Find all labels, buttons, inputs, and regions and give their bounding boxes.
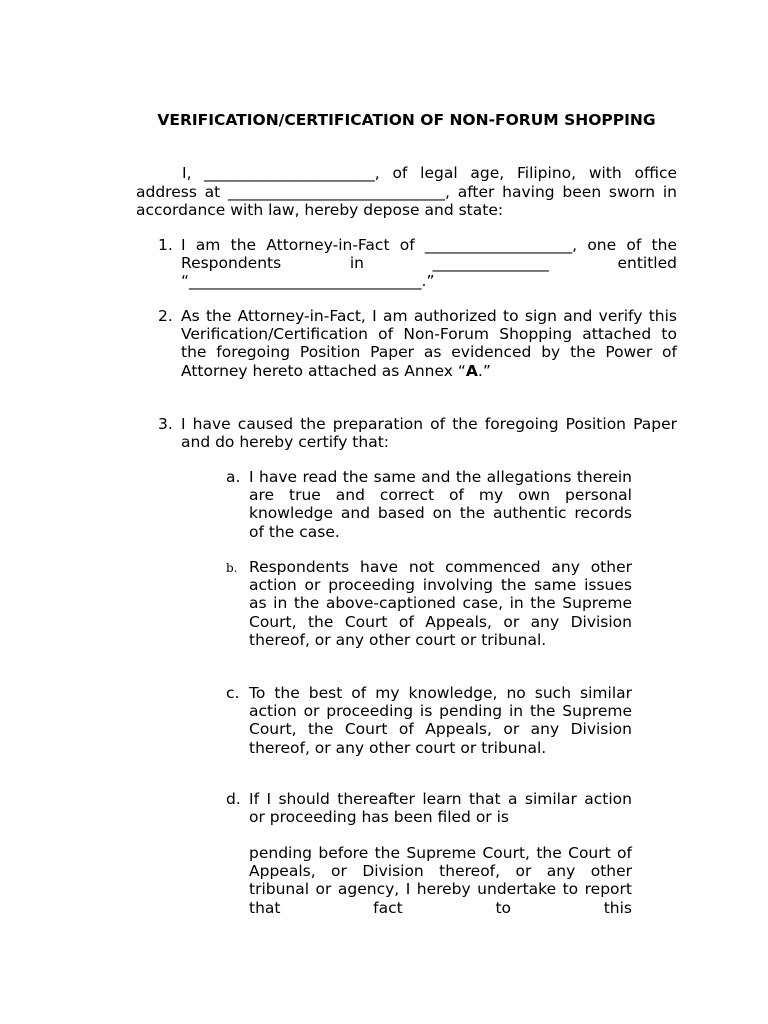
item-text: Respondents have not commenced any other action or proceeding involving the same issues as in the above-captioned case, in the Supreme Court, the Court of Appeals, or any Division thereof, or any other court or tribunal. — [249, 558, 632, 649]
item-letter: a. — [226, 468, 241, 486]
item-letter: b. — [226, 561, 238, 575]
lettered-item-d — [226, 790, 632, 826]
item-number: 1. — [158, 236, 173, 254]
lettered-item-a — [226, 468, 632, 541]
intro-paragraph: I, ______________________, of legal age, Filipino, with office address at ____________________________, after having been sworn in accordance with law, hereby depose and state: — [136, 164, 677, 219]
item-d-continuation: pending before the Supreme Court, the Court of Appeals, or Division thereof, or any other tribunal or agency, I hereby undertake to report that fact to this — [249, 844, 632, 917]
item-text: I have caused the preparation of the foregoing Position Paper and do hereby certify that: — [181, 415, 677, 452]
item-letter: d. — [226, 790, 241, 808]
item-number: 3. — [158, 415, 173, 433]
lettered-item-c — [226, 684, 632, 757]
annex-letter: A — [465, 361, 478, 380]
item-letter: c. — [226, 684, 240, 702]
numbered-item-2 — [158, 307, 677, 380]
item-text: To the best of my knowledge, no such similar action or proceeding is pending in the Supreme Court, the Court of Appeals, or any Division thereof, or any other court or tribunal. — [249, 684, 632, 757]
item-text: If I should thereafter learn that a similar action or proceeding has been filed or is — [249, 790, 632, 827]
numbered-item-1 — [158, 236, 677, 291]
item-text-end: .” — [477, 361, 491, 380]
document-title: VERIFICATION/CERTIFICATION OF NON-FORUM SHOPPING — [157, 111, 656, 129]
lettered-item-b — [226, 558, 632, 649]
numbered-item-3 — [158, 415, 677, 451]
item-number: 2. — [158, 307, 173, 325]
item-text: I have read the same and the allegations therein are true and correct of my own personal knowledge and based on the authentic records of the case. — [249, 468, 632, 541]
item-text: I am the Attorney-in-Fact of ___________________, one of the Respondents in _______________ entitled “______________________________.” — [181, 236, 677, 291]
item-text — [181, 307, 677, 380]
item-text-main: As the Attorney-in-Fact, I am authorized to sign and verify this Verification/Certification of Non-Forum Shopping attached to the foregoing Position Paper as evidenced by the Power of Attorney hereto attached as Annex “ — [181, 307, 677, 380]
